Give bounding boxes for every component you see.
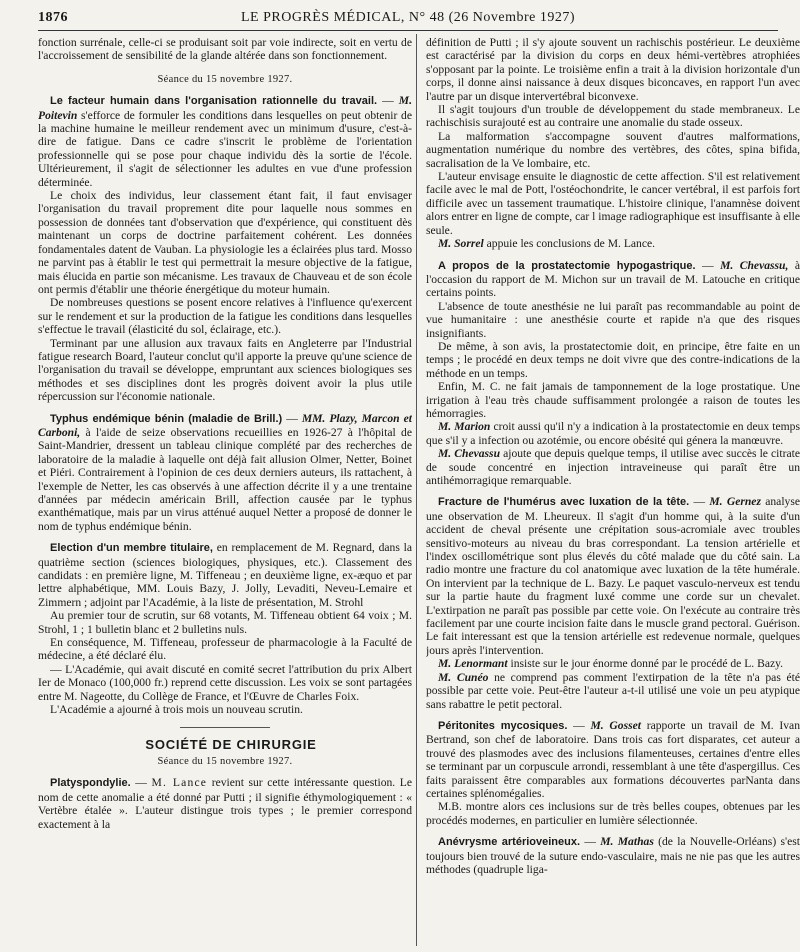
paragraph: La malformation s'accompagne souvent d'autres malformations, augmentation numérique du nombre des vertèbres, des côtes, spina bifida, sacralisation de la Ve lombaire, etc.	[426, 129, 800, 170]
article-platyspondylie: Platyspondylie. — M. Lance revient sur cette intéressante question. Le nom de cette anomalie a été donné par Putti ; il signifie éthymologiquement : « Vertèbre étalée ». L'auteur distingue trois types ; le premier correspond exactement à la	[38, 776, 412, 831]
speaker: M. Lenormant	[438, 657, 508, 671]
article-text: analyse une observation de M. Lheureux. Il s'agit d'un homme qui, à la suite d'un accident de cheval présente une crépitation sous-acromiale avec troubles sensitivo-moteurs au niveau du bras correspondant. La tension artérielle et l'index oscillométrique sont plus élevés du côté malade que du côté sain. La radio montre une fracture du col anatomique avec luxation de la tête humérale. On intervient par la technique de L. Bazy. Le paquet vasculo-nerveux est tendu sur la partie haute du fragment luxé comme une corde sur un chevalet. L'extirpation ne paraît pas possible par cette voie. On l'exécute au contraire très facilement par une courte incision faite dans le muscle grand pectoral. Guérison. Le fait interessant est que la tension artérielle est redevenue normale, quelques jours après l'intervention.	[426, 495, 800, 657]
paragraph: Terminant par une allusion aux travaux faits en Angleterre par l'Industrial fatigue research Board, l'auteur conclut qu'il apporte la preuve qu'une science de l'organisation du travail se développe, empruntant aux sciences biologiques ses méthodes et ses disciplines dont les progrès doivent avoir la plus utile répercussion sur l'économie nationale.	[38, 336, 412, 404]
page-header	[38, 8, 778, 30]
article-title: Typhus endémique bénin (maladie de Brill.)	[50, 412, 283, 425]
paragraph	[426, 657, 800, 670]
paragraph-text: insiste sur le jour énorme donné par le procédé de L. Bazy.	[507, 657, 784, 671]
article-peritonites: Péritonites mycosiques. — M. Gosset rapporte un travail de M. Ivan Bertrand, son chef de laboratoire. Dans trois cas fort disparates, cet auteur a trouvé des plasmodes avec des inclusions filamenteuses, certaines d'entre elles se terminant par un corpuscule arrondi, ressemblant à une tête d'aspergillus. Ces faits paraissent être comparables aux formations découvertes parNanta dans certaines splénomégalies.	[426, 718, 800, 800]
paragraph	[426, 447, 800, 487]
article-text: à l'aide de seize observations recueillies en 1926-27 à l'hôpital de Saint-Mandrier, dressent un tableau clinique complété par des recherches de laboratoire de la maladie à laquelle ont déjà fait allusion Olmer, Netter, Boinet et Piéri. Contrairement à l'opinion de ces deux derniers auteurs, ils rattachent, à l'exemple de Netter, les cas observés à une affection décrite il y a une trentaine d'années par médecin américain Brill, affection causée par le typhus exanthématique, mais par un virus atténué auquel Netter a proposé de donner le nom de typhus endémique bénin.	[38, 425, 412, 533]
session-date: Séance du 15 novembre 1927.	[157, 755, 293, 767]
speaker: MM. Plazy, Marcon et Carboni,	[38, 411, 412, 439]
article-text: (de la Nouvelle-Orléans) s'est toujours bien trouvé de la suture endo-vasculaire, mais ne nie pas que les autres méthodes (quadruple liga-	[426, 835, 800, 876]
paragraph-text: croit aussi qu'il n'y a indication à la prostatectomie en deux temps que s'il y a infection ou azotémie, ou encore obésité qui génera la manœuvre.	[426, 420, 800, 447]
session-date: Séance du 15 novembre 1927.	[157, 73, 293, 85]
right-column	[426, 36, 800, 948]
article-title: Fracture de l'humérus avec luxation de la tête.	[438, 496, 690, 509]
header-rule	[38, 30, 778, 31]
speaker: M. Chevassu,	[720, 258, 789, 272]
paragraph-text: ajoute que depuis quelque temps, il utilise avec succès le citrate de soude concentré en injection intraveineuse qui paraît être un antihémorragique remarquable.	[426, 447, 800, 487]
paragraph: L'absence de toute anesthésie ne lui paraît pas recommandable au point de vue humanitaire : une anesthésie courte et rapide n'a que des risques insignifiants.	[426, 299, 800, 340]
speaker: M. Gosset	[590, 718, 641, 732]
article-title: Le facteur humain dans l'organisation rationnelle du travail.	[50, 95, 378, 108]
speaker: M. Lance	[151, 776, 208, 790]
paragraph: Il s'agit toujours d'un trouble de développement du stade membraneux. Le rachischisis surajouté est au contraire une anomalie du stade osseux.	[426, 103, 800, 130]
paragraph: Enfin, M. C. ne fait jamais de tamponnement de la loge prostatique. Une irrigation à l'eau très chaude suffisamment prolongée a raison de toutes les hémorragies.	[426, 380, 800, 420]
speaker: M. Mathas	[600, 835, 654, 849]
speaker: M. Chevassu	[438, 447, 501, 461]
paragraph-text: appuie les conclusions de M. Lance.	[483, 237, 656, 251]
article-text: à l'occasion du rapport de M. Michon sur un travail de M. Latouche en critique certains points.	[426, 258, 800, 300]
column-divider	[416, 34, 417, 946]
journal-title: LE PROGRÈS MÉDICAL, N° 48 (26 Novembre 1927)	[240, 10, 576, 25]
section-separator	[180, 727, 270, 728]
paragraph: De nombreuses questions se posent encore relatives à l'influence qu'exercent sur le rendement et sur la production de la fatigue les conditions dans lesquelles s'effectue le travail (élasticité du sol, éclairage, etc.).	[38, 296, 412, 337]
paragraph: Au premier tour de scrutin, sur 68 votants, M. Tiffeneau obtient 64 voix ; M. Strohl, 1 ; 1 bulletin blanc et 2 bulletins nuls.	[38, 609, 412, 636]
paragraph: L'auteur envisage ensuite le diagnostic de cette affection. S'il est relativement facile avec le mal de Pott, l'ostéochondrite, le cancer vertébral, il est parfois fort difficile avec un tassement traumatique. L'histoire clinique, l'anamnèse doivent alors entrer en ligne de compte, car l image radiographique est insuffisante à elle seule.	[426, 170, 800, 237]
article-title: Anévrysme artérioveineux.	[438, 836, 581, 849]
paragraph	[426, 420, 800, 447]
paragraph: De même, à son avis, la prostatectomie doit, en principe, être faite en un temps ; le procédé en deux temps ne doit vivre que des contre-indications de la méthode en un temps.	[426, 339, 800, 380]
paragraph: fonction surrénale, celle-ci se produisant soit par voie indirecte, soit en vertu de l'accroissement de sensibilité de la glande altérée dans son fonctionnement.	[38, 36, 412, 63]
page-number: 1876	[38, 10, 68, 25]
paragraph	[426, 671, 800, 711]
article-text: s'efforce de formuler les conditions dans lesquelles on peut obtenir de la machine humaine le meilleur rendement avec un minimum d'usure, c'est-à-dire de fatigue. Dans ce cadre s'inscrit le problème de l'orientation professionnelle qui se pose pour chaque individu dès la sortie de l'école. Ultérieurement, il s'agit de sélectionner les adultes en vue d'une profession déterminée.	[38, 108, 412, 189]
left-column	[38, 36, 412, 948]
speaker: M. Cunéo	[438, 670, 489, 684]
speaker: M. Sorrel	[438, 237, 484, 251]
society-heading: SOCIÉTÉ DE CHIRURGIE	[145, 736, 317, 752]
paragraph: En conséquence, M. Tiffeneau, professeur de pharmacologie à la Faculté de médecine, a été déclaré élu.	[38, 636, 412, 663]
article-election	[38, 541, 412, 609]
paragraph	[426, 237, 800, 250]
article-text: rapporte un travail de M. Ivan Bertrand, son chef de laboratoire. Dans trois cas fort disparates, cet auteur a trouvé des plasmodes avec des inclusions filamenteuses, certaines d'entre elles se terminant par un corpuscule arrondi, ressemblant à une tête d'aspergillus. Ces faits paraissent être comparables aux formations découvertes parNanta dans certaines splénomégalies.	[426, 718, 800, 800]
paragraph: Le choix des individus, leur classement étant fait, il faut envisager l'organisation du travail proprement dite pour laquelle nous sommes en possession de données tant d'observation que d'expérience, qui constituent dès maintenant un corps de doctrine parfaitement cohérent. Les données fondamentales datent de Vauban. La physiologie les a éclairées plus tard. Mosso ne parvint pas à établir le test qui permettrait la mesure objective de la fatigue, mais élucida en partie son mécanisme. Les travaux de Chauveau et de son école ont permis d'établir une théorie énergétique du moteur humain.	[38, 189, 412, 296]
speaker: M. Gernez	[709, 495, 761, 509]
article-title: Péritonites mycosiques.	[438, 719, 568, 732]
article-text: revient sur cette intéressante question. Le nom de cette anomalie a été donné par Putti ; il signifie éthymologiquement : « Vertèbre étalée ». L'auteur distingue trois types ; le premier correspond exactement à la	[38, 776, 412, 831]
paragraph: L'Académie a ajourné à trois mois un nouveau scrutin.	[50, 703, 303, 717]
article-title: A propos de la prostatectomie hypogastrique.	[438, 259, 696, 272]
article-prostatectomie: A propos de la prostatectomie hypogastrique. — M. Chevassu, à l'occasion du rapport de M. Michon sur un travail de M. Latouche en critique certains points.	[426, 258, 800, 300]
article-fracture: Fracture de l'humérus avec luxation de la tête. — M. Gernez analyse une observation de M. Lheureux. Il s'agit d'un homme qui, à la suite d'un accident de cheval présente une crépitation sous-acromiale avec troubles sensitivo-moteurs au niveau du bras correspondant. La tension artérielle et l'index oscillométrique sont plus élevés du côté malade que du côté sain. La radio montre une fracture du col anatomique avec luxation de la tête humérale. On intervient par la technique de L. Bazy. Le paquet vasculo-nerveux est tendu sur la partie haute du fragment luxé comme une corde sur un chevalet. L'extirpation ne paraît pas possible par cette voie. On l'exécute au contraire très facilement par une courte incision faite dans le muscle grand pectoral. Guérison. Le fait interessant est que la tension artérielle est redevenue normale, quelques jours après l'intervention.	[426, 495, 800, 657]
paragraph-text: ne comprend pas comment l'extirpation de la tête n'a pas été possible par cette voie. Peut-être l'auteur a-t-il utilisé une voie un peu atypique sans rabattre le petit pectoral.	[426, 670, 800, 711]
article-text: en remplacement de M. Regnard, dans la quatrième section (sciences biologiques, physiques, etc.). Classement des candidats : en première ligne, M. Tiffeneau ; en deuxième ligne, ex-æquo et par lettre alphabétique, MM. Louis Bazy, J. Jolly, Levaditi, Neveu-Lemaire et Zimmern ; adjoint par l'Académie, à la liste de présentation, M. Strohl	[38, 541, 412, 609]
article-title: Platyspondylie.	[50, 777, 131, 790]
article-typhus: Typhus endémique bénin (maladie de Brill.) — MM. Plazy, Marcon et Carboni, à l'aide de seize observations recueillies en 1926-27 à l'hôpital de Saint-Mandrier, dressent un tableau clinique complété par des recherches de laboratoire de la maladie à laquelle ont déjà fait allusion Olmer, Netter, Boinet et Piéri. Contrairement à l'opinion de ces deux derniers auteurs, ils rattachent, à l'exemple de Netter, les cas observés à une affection décrite il y a une trentaine d'années par médecin américain Brill, affection causée par le typhus exanthématique, mais par un virus atténué auquel Netter a proposé de donner le nom de typhus endémique bénin.	[38, 411, 412, 533]
paragraph: — L'Académie, qui avait discuté en comité secret l'attribution du prix Albert Ier de Monaco (100,000 fr.) reprend cette discussion. Les voix se sont partagées entre M. Nageotte, du Collège de France, et l'Œuvre de Charles Foix.	[38, 662, 412, 703]
paragraph: définition de Putti ; il s'y ajoute souvent un rachischis postérieur. Le deuxième est caractérisé par la division du corps en deux hémi-vertèbres atrophiées s'opposant par la pointe. Le troisième enfin a trait à la division horizontale d'un corps, il donne ainsi naissance à deux disques biconcaves, en rapport l'un avec l'autre par un disque intervertébral biconvexe.	[426, 36, 800, 103]
article-human-factor: Le facteur humain dans l'organisation rationnelle du travail. — M. Poitevin s'efforce de formuler les conditions dans lesquelles on peut obtenir de la machine humaine le meilleur rendement avec un minimum d'usure, c'est-à-dire de fatigue. Dans ce cadre s'inscrit le problème de l'orientation professionnelle qui se pose pour chaque individu dès la sortie de l'école. Ultérieurement, il s'agit de sélectionner les adultes en vue d'une profession déterminée.	[38, 94, 412, 189]
article-anevrysme: Anévrysme artérioveineux. — M. Mathas (de la Nouvelle-Orléans) s'est toujours bien trouvé de la suture endo-vasculaire, mais ne nie pas que les autres méthodes (quadruple liga-	[426, 835, 800, 876]
speaker: M. Marion	[438, 420, 491, 434]
paragraph: M.B. montre alors ces inclusions sur de très belles coupes, obtenues par les procédés modernes, en particulier en lumière sélectionnée.	[426, 800, 800, 827]
speaker: M. Poitevin	[38, 94, 412, 122]
article-title: Election d'un membre titulaire,	[50, 542, 213, 555]
